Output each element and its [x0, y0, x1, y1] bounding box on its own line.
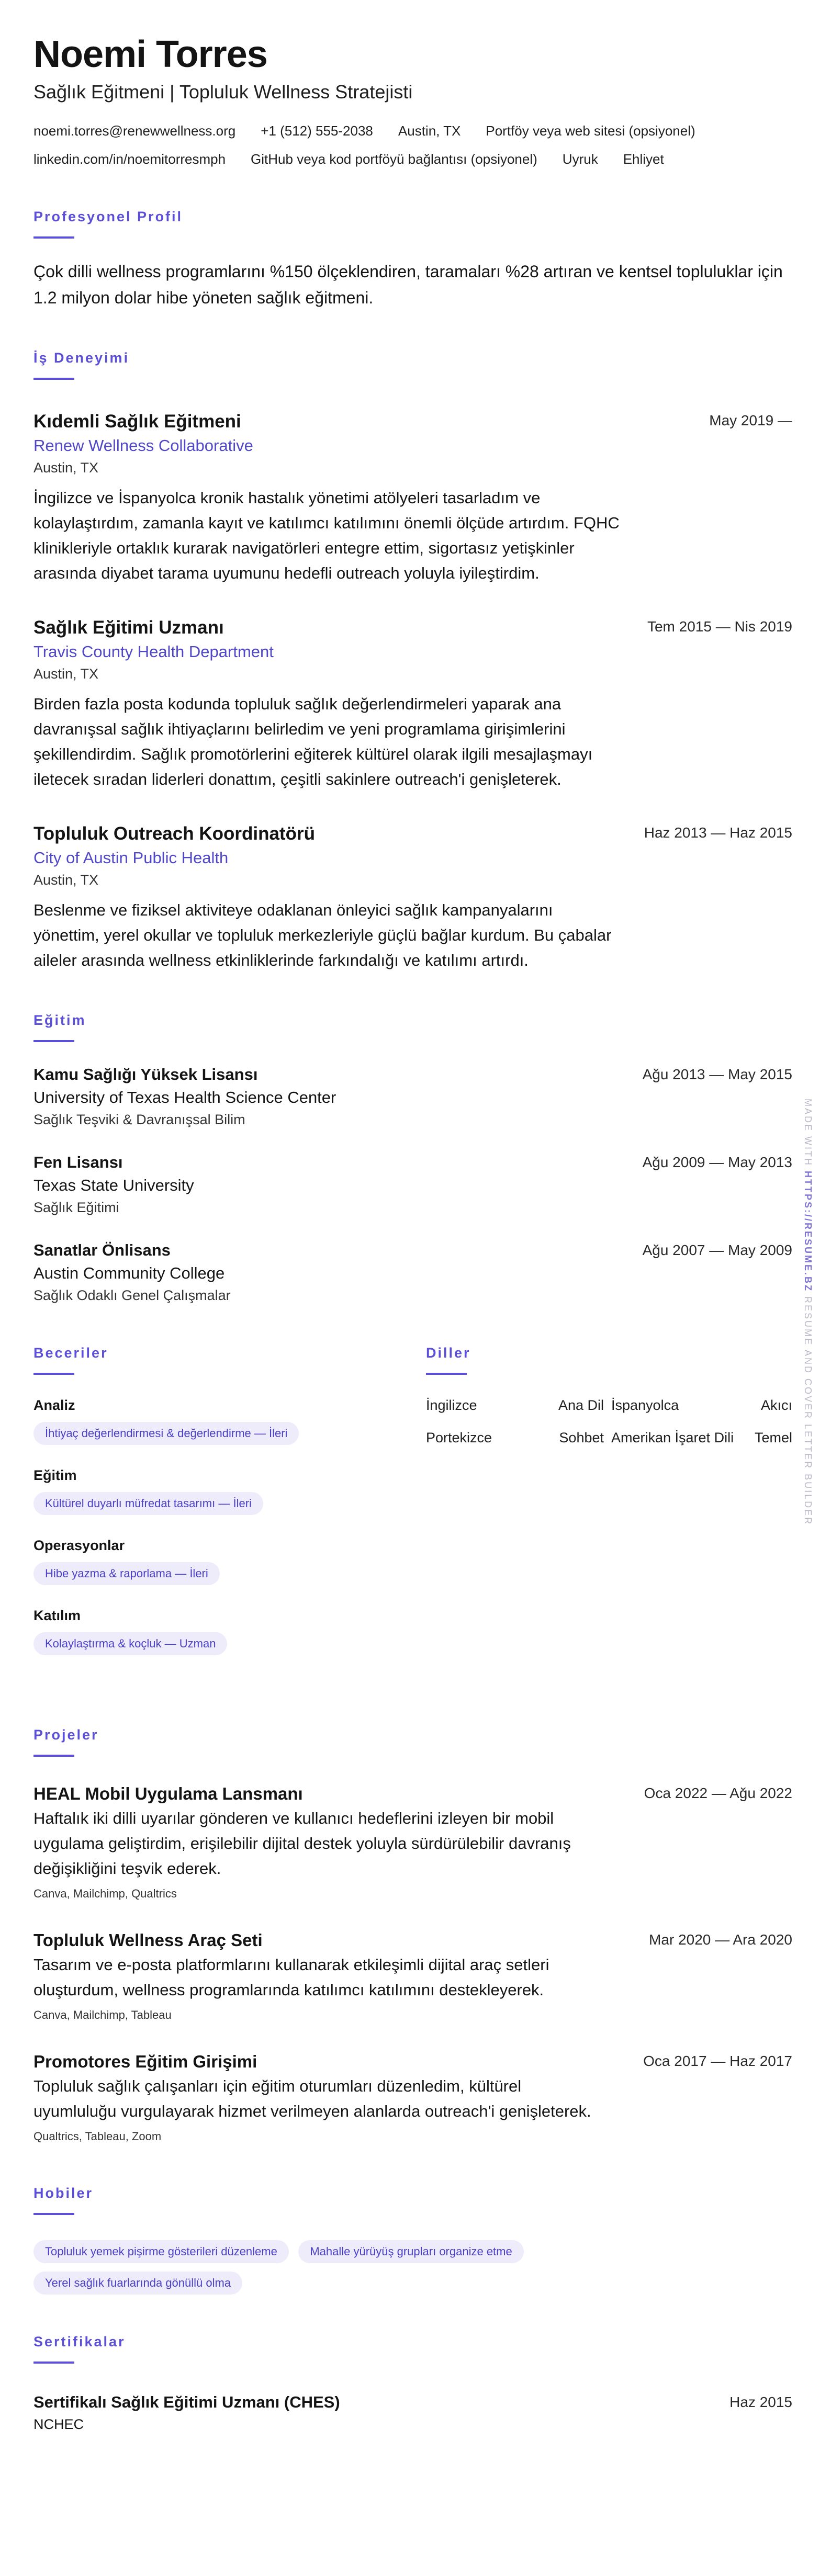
- degree-title: Kamu Sağlığı Yüksek Lisansı: [33, 1065, 258, 1083]
- certificates-section: [33, 2331, 792, 2435]
- hobbies-section: [33, 2183, 792, 2295]
- language-name: Portekizce: [426, 1430, 492, 1445]
- section-divider: [33, 2213, 74, 2215]
- section-divider: [33, 1373, 74, 1375]
- skill-tag: Kolaylaştırma & koçluk — Uzman: [33, 1632, 227, 1655]
- certificate-title: Sertifikalı Sağlık Eğitimi Uzmanı (CHES): [33, 2393, 340, 2411]
- job-date: Tem 2015 — Nis 2019: [647, 618, 792, 635]
- education-date: Ağu 2013 — May 2015: [642, 1066, 792, 1082]
- skill-group: [33, 1395, 400, 1445]
- skills-languages-row: [33, 1342, 792, 1703]
- languages-section: [426, 1342, 792, 1460]
- education-item: [33, 1239, 792, 1306]
- section-title-projects: Projeler: [33, 1727, 99, 1743]
- project-tools: Canva, Mailchimp, Tableau: [33, 2008, 172, 2021]
- watermark-link[interactable]: HTTPS://RESUME.BZ: [803, 1171, 813, 1293]
- degree-title: Sanatlar Önlisans: [33, 1241, 171, 1259]
- certificate-issuer: NCHEC: [33, 2416, 84, 2432]
- project-tools: Qualtrics, Tableau, Zoom: [33, 2130, 162, 2143]
- job-location: Austin, TX: [33, 460, 99, 476]
- project-date: Oca 2022 — Ağu 2022: [644, 1785, 792, 1801]
- school-name: Austin Community College: [33, 1264, 225, 1282]
- language-name: Amerikan İşaret Dili: [611, 1430, 734, 1445]
- job-description: Birden fazla posta kodunda topluluk sağlık değerlendirmeleri yaparak ana davranışsal sağlık ihtiyaçlarını belirledim ve yeni programlama girişimlerini şekillendirdim. Sağlık promotörlerini eğiterek kültürel olarak ilgili mesajlaşmayı iletecek sıradan liderleri donattım, çeşitli sakinlere outreach'i genişleterek.: [33, 695, 593, 788]
- project-description: Topluluk sağlık çalışanları için eğitim oturumları düzenledim, kültürel uyumluluğu vurgulayarak hizmet verilmeyen alanlarda outreach'i genişleterek.: [33, 2077, 591, 2120]
- language-level: Akıcı: [760, 1397, 792, 1413]
- job-title: Topluluk Outreach Koordinatörü: [33, 823, 315, 844]
- education-date: Ağu 2009 — May 2013: [642, 1154, 792, 1170]
- project-title: Promotores Eğitim Girişimi: [33, 2052, 257, 2071]
- language-name: İngilizce: [426, 1397, 477, 1413]
- skill-category: Operasyonlar: [33, 1538, 125, 1553]
- certificate-item: [33, 2391, 792, 2435]
- project-date: Oca 2017 — Haz 2017: [643, 2053, 792, 2069]
- section-title-profile: Profesyonel Profil: [33, 209, 183, 224]
- watermark-suffix: RESUME AND COVER LETTER BUILDER: [803, 1292, 813, 1526]
- skill-tag: Kültürel duyarlı müfredat tasarımı — İleri: [33, 1492, 263, 1515]
- field-of-study: Sağlık Odaklı Genel Çalışmalar: [33, 1287, 231, 1303]
- experience-item: [33, 409, 792, 586]
- job-date: Haz 2013 — Haz 2015: [644, 824, 792, 841]
- project-item: [33, 1782, 792, 1903]
- section-divider: [33, 236, 74, 239]
- section-divider: [426, 1373, 467, 1375]
- section-title-experience: İş Deneyimi: [33, 350, 130, 366]
- section-title-education: Eğitim: [33, 1012, 86, 1028]
- hobby-tag: Topluluk yemek pişirme gösterileri düzenleme: [33, 2240, 289, 2263]
- degree-title: Fen Lisansı: [33, 1153, 123, 1171]
- skill-group: [33, 1465, 400, 1515]
- project-tools: Canva, Mailchimp, Qualtrics: [33, 1887, 177, 1900]
- section-divider: [33, 1040, 74, 1042]
- language-grid: [426, 1395, 792, 1460]
- language-level: Sohbet: [559, 1430, 604, 1445]
- certificate-date: Haz 2015: [729, 2394, 792, 2410]
- job-title: Kıdemli Sağlık Eğitmeni: [33, 411, 241, 432]
- language-level: Ana Dil: [558, 1397, 604, 1413]
- education-item: [33, 1063, 792, 1130]
- section-title-hobbies: Hobiler: [33, 2185, 94, 2201]
- builder-watermark: [802, 1099, 813, 1526]
- project-description: Tasarım ve e-posta platformlarını kullanarak etkileşimli dijital araç setleri oluşturdum, wellness programlarında katılımcı katılımını destekleyerek.: [33, 1956, 549, 1999]
- job-employer: City of Austin Public Health: [33, 849, 229, 867]
- school-name: University of Texas Health Science Center: [33, 1088, 336, 1106]
- field-of-study: Sağlık Eğitimi: [33, 1200, 119, 1215]
- skills-section: [33, 1342, 400, 1655]
- skill-group: [33, 1605, 400, 1655]
- education-item: [33, 1151, 792, 1218]
- section-divider: [33, 2362, 74, 2364]
- candidate-name: Noemi Torres: [33, 33, 267, 75]
- project-title: Topluluk Wellness Araç Seti: [33, 1930, 263, 1950]
- language-level: Temel: [754, 1430, 792, 1445]
- skill-group: [33, 1535, 400, 1585]
- skill-category: Katılım: [33, 1608, 81, 1623]
- language-row: [426, 1395, 792, 1427]
- profile-summary: Çok dilli wellness programlarını %150 ölçeklendiren, taramaları %28 artıran ve kentsel topluluklar için 1.2 milyon dolar hibe yöneten sağlık eğitmeni.: [33, 262, 783, 307]
- job-employer: Travis County Health Department: [33, 642, 274, 661]
- projects-section: [33, 1724, 792, 2146]
- contact-list: [33, 120, 792, 170]
- project-item: [33, 2050, 792, 2146]
- contact-license: Ehliyet: [623, 151, 664, 167]
- contact-location: Austin, TX: [398, 123, 461, 139]
- section-title-skills: Beceriler: [33, 1345, 108, 1361]
- contact-portfolio[interactable]: Portföy veya web sitesi (opsiyonel): [486, 123, 695, 139]
- education-date: Ağu 2007 — May 2009: [642, 1242, 792, 1258]
- school-name: Texas State University: [33, 1176, 194, 1194]
- candidate-headline: Sağlık Eğitmeni | Topluluk Wellness Stratejisti: [33, 81, 413, 103]
- hobby-list: [33, 2232, 766, 2295]
- skill-tag: İhtiyaç değerlendirmesi & değerlendirme — İleri: [33, 1422, 299, 1445]
- job-location: Austin, TX: [33, 666, 99, 682]
- job-description: İngilizce ve İspanyolca kronik hastalık yönetimi atölyeleri tasarladım ve kolaylaştırdım, zamanla kayıt ve katılımcı katılımını önemli ölçüde artırdım. FQHC klinikleriyle ortaklık kurarak navigatörleri entegre ettim, sigortasız yetişkinler arasında diyabet tarama uyumunu hedefli outreach yoluyla iyileştirdim.: [33, 489, 620, 582]
- language-name: İspanyolca: [611, 1397, 679, 1413]
- contact-phone[interactable]: +1 (512) 555-2038: [261, 123, 373, 139]
- skill-tag: Hibe yazma & raporlama — İleri: [33, 1562, 220, 1585]
- resume-page: [33, 33, 792, 2435]
- job-employer: Renew Wellness Collaborative: [33, 436, 253, 455]
- contact-github[interactable]: GitHub veya kod portföyü bağlantısı (opsiyonel): [251, 151, 537, 167]
- watermark-prefix: MADE WITH: [803, 1099, 813, 1171]
- job-date: May 2019 —: [709, 412, 792, 428]
- section-divider: [33, 1755, 74, 1757]
- education-section: [33, 1010, 792, 1306]
- experience-section: [33, 347, 792, 973]
- section-title-languages: Diller: [426, 1345, 471, 1361]
- hobby-tag: Yerel sağlık fuarlarında gönüllü olma: [33, 2272, 242, 2295]
- project-title: HEAL Mobil Uygulama Lansmanı: [33, 1784, 303, 1803]
- hobby-tag: Mahalle yürüyüş grupları organize etme: [298, 2240, 523, 2263]
- skill-category: Eğitim: [33, 1467, 77, 1483]
- experience-item: [33, 821, 792, 973]
- section-divider: [33, 378, 74, 380]
- job-title: Sağlık Eğitimi Uzmanı: [33, 617, 224, 638]
- language-row: [426, 1427, 792, 1460]
- project-date: Mar 2020 — Ara 2020: [649, 1931, 792, 1948]
- project-description: Haftalık iki dilli uyarılar gönderen ve kullanıcı hedeflerini izleyen bir mobil uygulama geliştirdim, erişilebilir dijital destek yoluyla sürdürülebilir davranış değişikliğini teşvik ederek.: [33, 1809, 571, 1878]
- job-description: Beslenme ve fiziksel aktiviteye odaklanan önleyici sağlık kampanyalarını yönettim, yerel okullar ve topluluk merkezleriyle güçlü bağlar kurdum. Bu çabalar aileler arasında wellness etkinliklerinde farkındalığı ve katılımı artırdı.: [33, 901, 612, 969]
- profile-section: [33, 206, 792, 311]
- field-of-study: Sağlık Teşviki & Davranışsal Bilim: [33, 1112, 245, 1127]
- experience-item: [33, 615, 792, 792]
- section-title-certificates: Sertifikalar: [33, 2334, 126, 2349]
- contact-linkedin[interactable]: linkedin.com/in/noemitorresmph: [33, 151, 226, 167]
- project-item: [33, 1928, 792, 2025]
- job-location: Austin, TX: [33, 872, 99, 888]
- contact-nationality: Uyruk: [562, 151, 598, 167]
- contact-email[interactable]: noemi.torres@renewwellness.org: [33, 123, 236, 139]
- skill-category: Analiz: [33, 1397, 75, 1413]
